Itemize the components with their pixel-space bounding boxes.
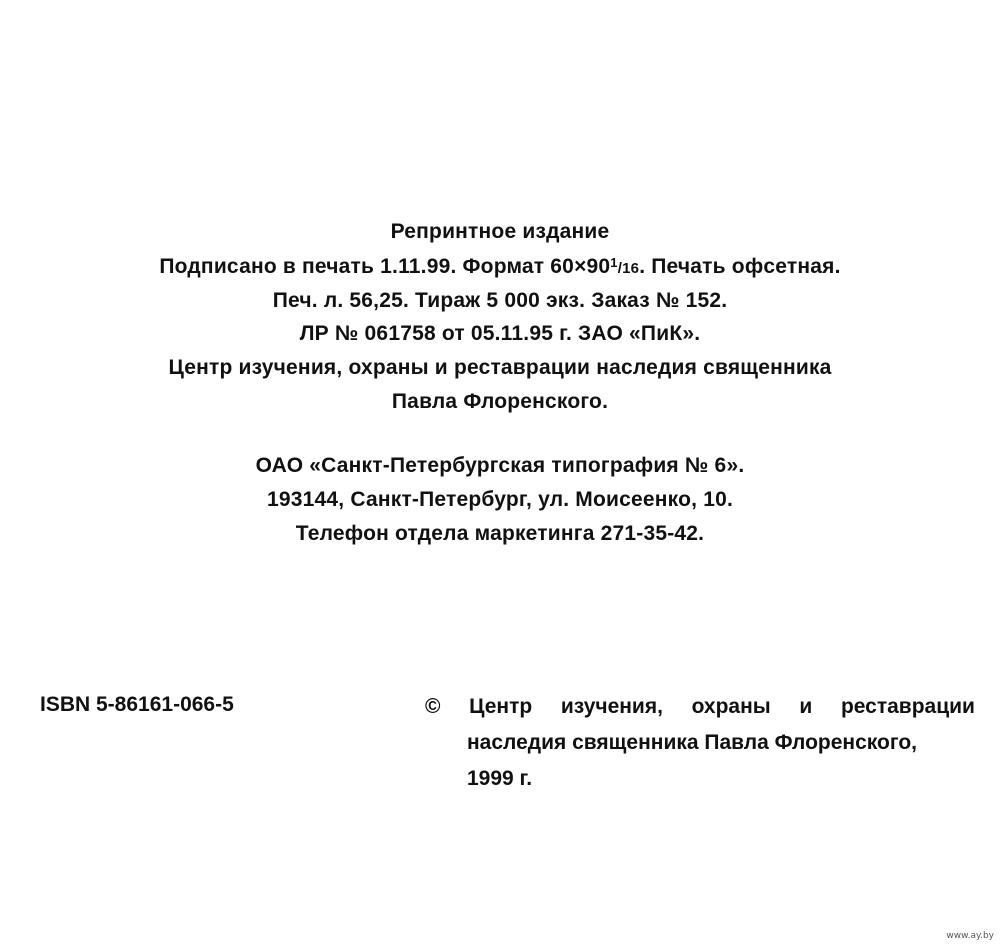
copyright-word: Центр <box>469 695 533 718</box>
printer-address-line <box>0 485 1000 515</box>
format-superscript: 1 <box>610 255 618 270</box>
center-line-2 <box>0 387 1000 417</box>
center-text-2: Павла Флоренского. <box>391 390 609 413</box>
signed-format-line <box>0 252 1000 284</box>
copyright-block <box>425 689 975 797</box>
print-run-line <box>0 286 1000 316</box>
copyright-word: изучения, <box>560 695 663 718</box>
isbn: ISBN 5-86161-066-5 <box>40 693 234 716</box>
copyright-line-3: 1999 г. <box>467 767 533 790</box>
printer-phone-line <box>0 519 1000 549</box>
license-line <box>0 319 1000 349</box>
copyright-symbol: © <box>425 695 441 718</box>
signed-suffix: . Печать офсетная. <box>639 255 841 278</box>
edition-line <box>0 217 1000 247</box>
edition-text: Репринтное издание <box>390 220 610 243</box>
copyright-line-2: наследия священника Павла Флоренского, <box>467 731 917 754</box>
watermark: www.ay.by <box>946 931 994 941</box>
center-text-1: Центр изучения, охраны и реставрации наследия священника <box>168 356 832 379</box>
printer-address: 193144, Санкт-Петербург, ул. Моисеенко, 10. <box>267 488 733 511</box>
print-run-text: Печ. л. 56,25. Тираж 5 000 экз. Заказ № 152. <box>272 289 728 312</box>
copyright-word: реставрации <box>840 695 975 718</box>
printer-phone: Телефон отдела маркетинга 271-35-42. <box>295 522 705 545</box>
signed-prefix: Подписано в печать 1.11.99. Формат 60×90 <box>159 255 611 278</box>
printer-name-line <box>0 451 1000 481</box>
copyright-word: и <box>799 695 813 718</box>
format-fraction: /16 <box>617 260 640 277</box>
center-line-1 <box>0 353 1000 383</box>
copyright-word: охраны <box>691 695 771 718</box>
copyright-line-1 <box>425 689 975 725</box>
printer-name: ОАО «Санкт-Петербургская типография № 6». <box>255 454 745 477</box>
license-text: ЛР № 061758 от 05.11.95 г. ЗАО «ПиК». <box>299 322 701 345</box>
